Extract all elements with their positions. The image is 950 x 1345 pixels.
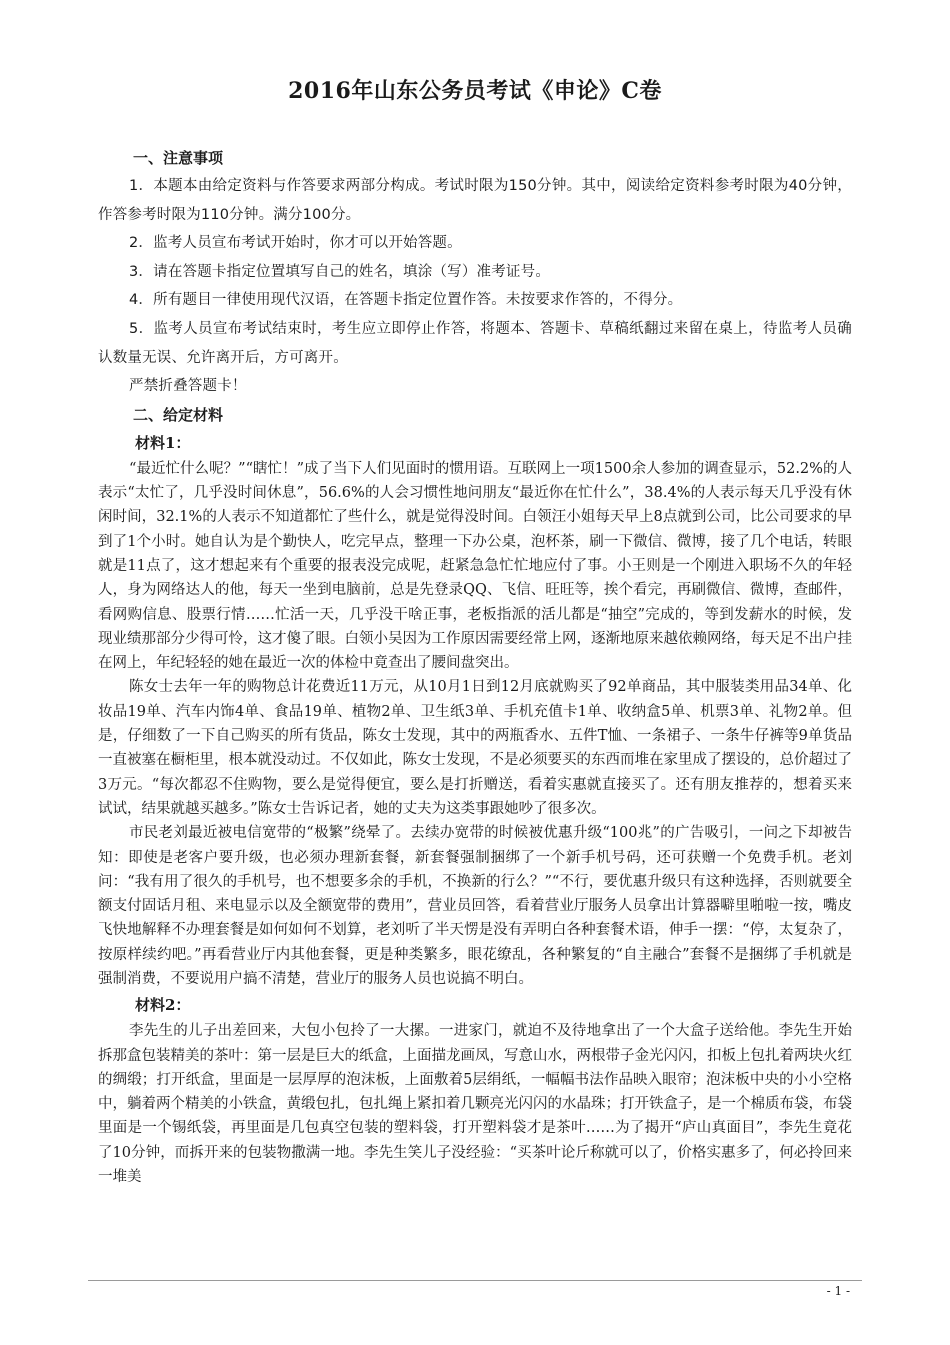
notice-item: 3．请在答题卡指定位置填写自己的姓名，填涂（写）准考证号。 (129, 263, 551, 280)
section-heading-notice: 一、注意事项 (133, 149, 224, 167)
material-2-label: 材料2： (135, 996, 191, 1015)
section-heading-materials: 二、给定材料 (133, 405, 224, 424)
material-paragraph: 市民老刘最近被电信宽带的“极繁”绕晕了。去续办宽带的时候被优惠升级“100兆”的广告吸引，一问之下却被告知：即使是老客户要升级，也必须办理新套餐，新套餐强制捆绑了一个新手机号码，还可获赠一个免费手机。老刘问：“我有用了很久的手机号，也不想要多余的手机，不换新的行么？”“不行，要优惠升级只有这种选择，否则就要全额支付固话月租、来电显示以及全额宽带的费用”，营业员回答，看着营业厅服务人员拿出计算器噼里啪啦一按，嘴皮飞快地解释不办理套餐是如何如何不划算，老刘听了半天愣是没有弄明白各种套餐术语，伸手一摆：“停，太复杂了，按原样续约吧。”再看营业厅内其他套餐，更是种类繁多，眼花缭乱，各种繁复的“自主融合”套餐不是捆绑了手机就是强制消费，不要说用户搞不清楚，营业厅的服务人员也说搞不明白。 (98, 825, 852, 987)
notice-item: 5．监考人员宣布考试结束时，考生应立即停止作答，将题本、答题卡、草稿纸翻过来留在桌上，待监考人员确认数量无误、允许离开后，方可离开。 (98, 320, 852, 366)
page-number: - 1 - (826, 1284, 850, 1298)
material-paragraph: “最近忙什么呢？”“瞎忙！”成了当下人们见面时的惯用语。互联网上一项1500余人参加的调查显示，52.2%的人表示“太忙了，几乎没时间休息”，56.6%的人会习惯性地问朋友“最近你在忙什么”，38.4%的人表示每天几乎没有休闲时间，32.1%的人表示不知道都忙了些什么，就是觉得没时间。白领汪小姐每天早上8点就到公司，比公司要求的早到了1个小时。她自认为是个勤快人，吃完早点，整理一下办公桌，泡杯茶，刷一下微信、微博，接了几个电话，转眼就是11点了，这才想起来有个重要的报表没完成呢，赶紧急急忙忙地应付了事。小王则是一个刚进入职场不久的年轻人，身为网络达人的他，每天一坐到电脑前，总是先登录QQ、飞信、旺旺等，挨个看完，再刷微信、微博，查邮件，看网购信息、股票行情……忙活一天，几乎没干啥正事，老板指派的活儿都是“抽空”完成的，等到发薪水的时候，发现业绩那部分少得可怜，这才傻了眼。白领小吴因为工作原因需要经常上网，逐渐地原来越依赖网络，每天足不出户挂在网上，年纪轻轻的她在最近一次的体检中竟查出了腰间盘突出。 (98, 460, 852, 672)
material-paragraph: 李先生的儿子出差回来，大包小包拎了一大摞。一进家门，就迫不及待地拿出了一个大盒子送给他。李先生开始拆那盒包装精美的茶叶：第一层是巨大的纸盒，上面描龙画凤，写意山水，两根带子金光闪闪，扣板上包扎着两块火红的绸缎；打开纸盒，里面是一层厚厚的泡沫板，上面敷着5层绢纸，一幅幅书法作品映入眼帘；泡沫板中央的小小空格中，躺着两个精美的小铁盒，黄缎包扎，包扎绳上紧扣着几颗亮光闪闪的水晶珠；打开铁盒子，是一个棉质布袋，布袋里面是一个锡纸袋，再里面是几包真空包装的塑料袋，打开塑料袋才是茶叶……为了揭开“庐山真面目”，李先生竟花了10分钟，而拆开来的包装物撒满一地。李先生笑儿子没经验：“买茶叶论斤称就可以了，价格实惠多了，何必拎回来一堆美 (98, 1023, 852, 1186)
document-title: 2016年山东公务员考试《申论》C卷 (288, 78, 662, 104)
material-1-label: 材料1： (135, 433, 191, 452)
notice-item: 1．本题本由给定资料与作答要求两部分构成。考试时限为150分钟。其中，阅读给定资料参考时限为40分钟，作答参考时限为110分钟。满分100分。 (98, 178, 852, 223)
footer-divider (88, 1280, 862, 1281)
material-paragraph: 陈女士去年一年的购物总计花费近11万元，从10月1日到12月底就购买了92单商品，其中服装类用品34单、化妆品19单、汽车内饰4单、食品19单、植物2单、卫生纸3单、手机充值卡1单、收纳盒5单、机票3单、礼物2单。但是，仔细数了一下自己购买的所有货品，陈女士发现，其中的两瓶香水、五件T恤、一条裙子、一条牛仔裤等9单货品一直被塞在橱柜里，根本就没动过。不仅如此，陈女士发现，不是必须要买的东西而堆在家里成了摆设的，总价超过了3万元。“每次都忍不住购物，要么是觉得便宜，要么是打折赠送，看着实惠就直接买了。还有朋友推荐的，想着买来试试，结果就越买越多。”陈女士告诉记者，她的丈夫为这类事跟她吵了很多次。 (98, 679, 852, 817)
notice-item: 2．监考人员宣布考试开始时，你才可以开始答题。 (129, 235, 462, 252)
notice-warning: 严禁折叠答题卡！ (129, 378, 247, 395)
document-body (98, 144, 852, 1189)
notice-item: 4．所有题目一律使用现代汉语，在答题卡指定位置作答。未按要求作答的，不得分。 (129, 292, 683, 309)
